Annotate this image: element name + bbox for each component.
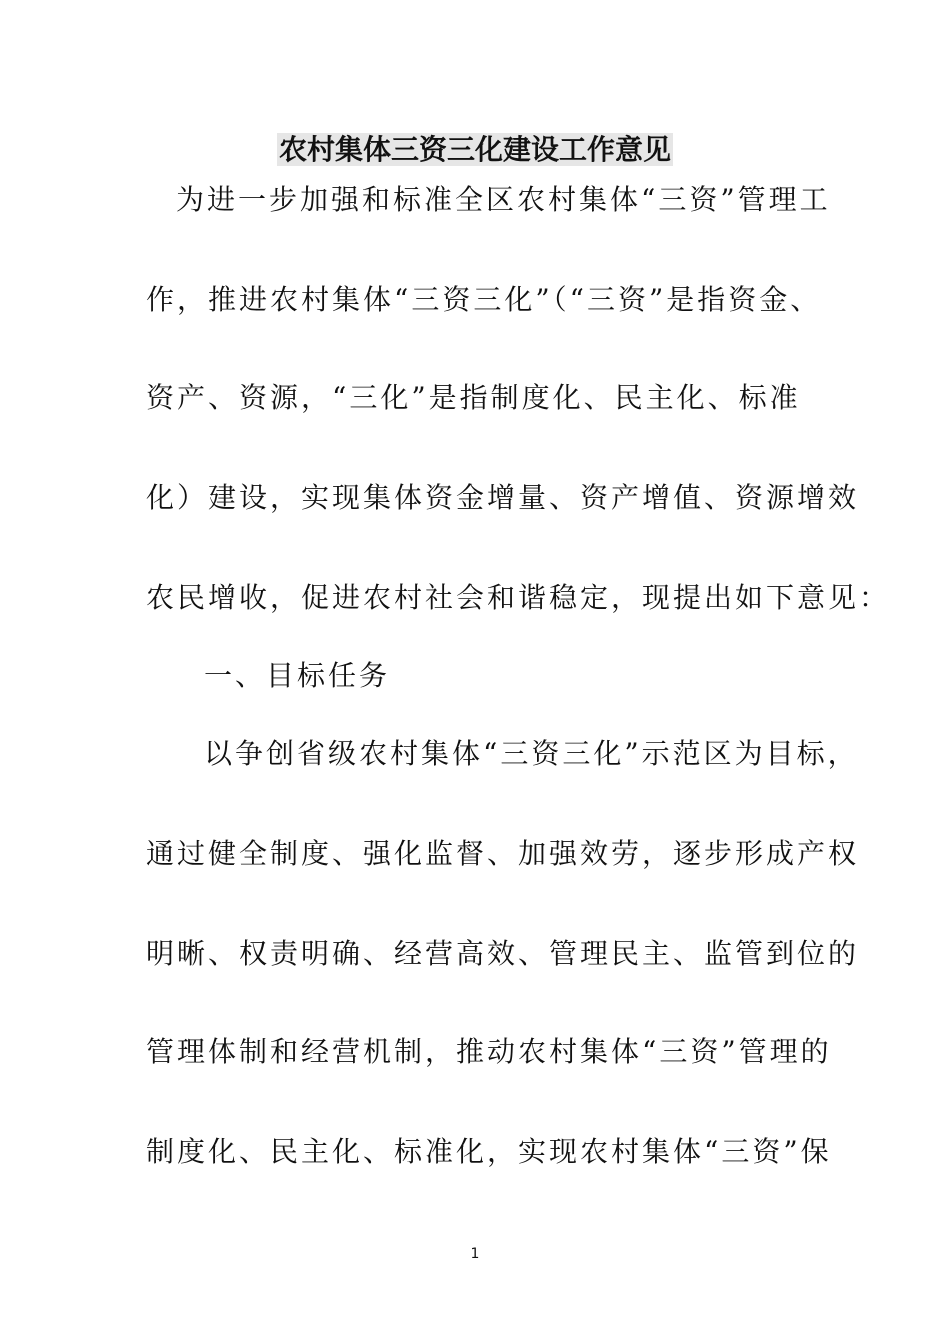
paragraph-line: 作，推进农村集体“三资三化”（“三资”是指资金、 bbox=[146, 283, 822, 316]
paragraph-line: 管理体制和经营机制，推动农村集体“三资”管理的 bbox=[146, 1035, 832, 1068]
paragraph-line: 农民增收，促进农村社会和谐稳定，现提出如下意见： bbox=[146, 581, 891, 614]
section-heading: 一、目标任务 bbox=[204, 659, 391, 692]
paragraph-line: 资产、资源，“三化”是指制度化、民主化、标准 bbox=[146, 381, 801, 414]
page-number: 1 bbox=[470, 1246, 480, 1262]
paragraph-line: 制度化、民主化、标准化，实现农村集体“三资”保 bbox=[146, 1135, 832, 1168]
document-title-text: 农村集体三资三化建设工作意见 bbox=[278, 133, 671, 166]
document-title bbox=[0, 130, 950, 170]
paragraph-line: 为进一步加强和标准全区农村集体“三资”管理工 bbox=[176, 183, 831, 216]
paragraph-line: 明晰、权责明确、经营高效、管理民主、监管到位的 bbox=[146, 937, 860, 970]
paragraph-line: 化）建设，实现集体资金增量、资产增值、资源增效 bbox=[146, 481, 860, 514]
paragraph-line: 通过健全制度、强化监督、加强效劳，逐步形成产权 bbox=[146, 837, 860, 870]
paragraph-line: 以争创省级农村集体“三资三化”示范区为目标， bbox=[204, 737, 859, 770]
